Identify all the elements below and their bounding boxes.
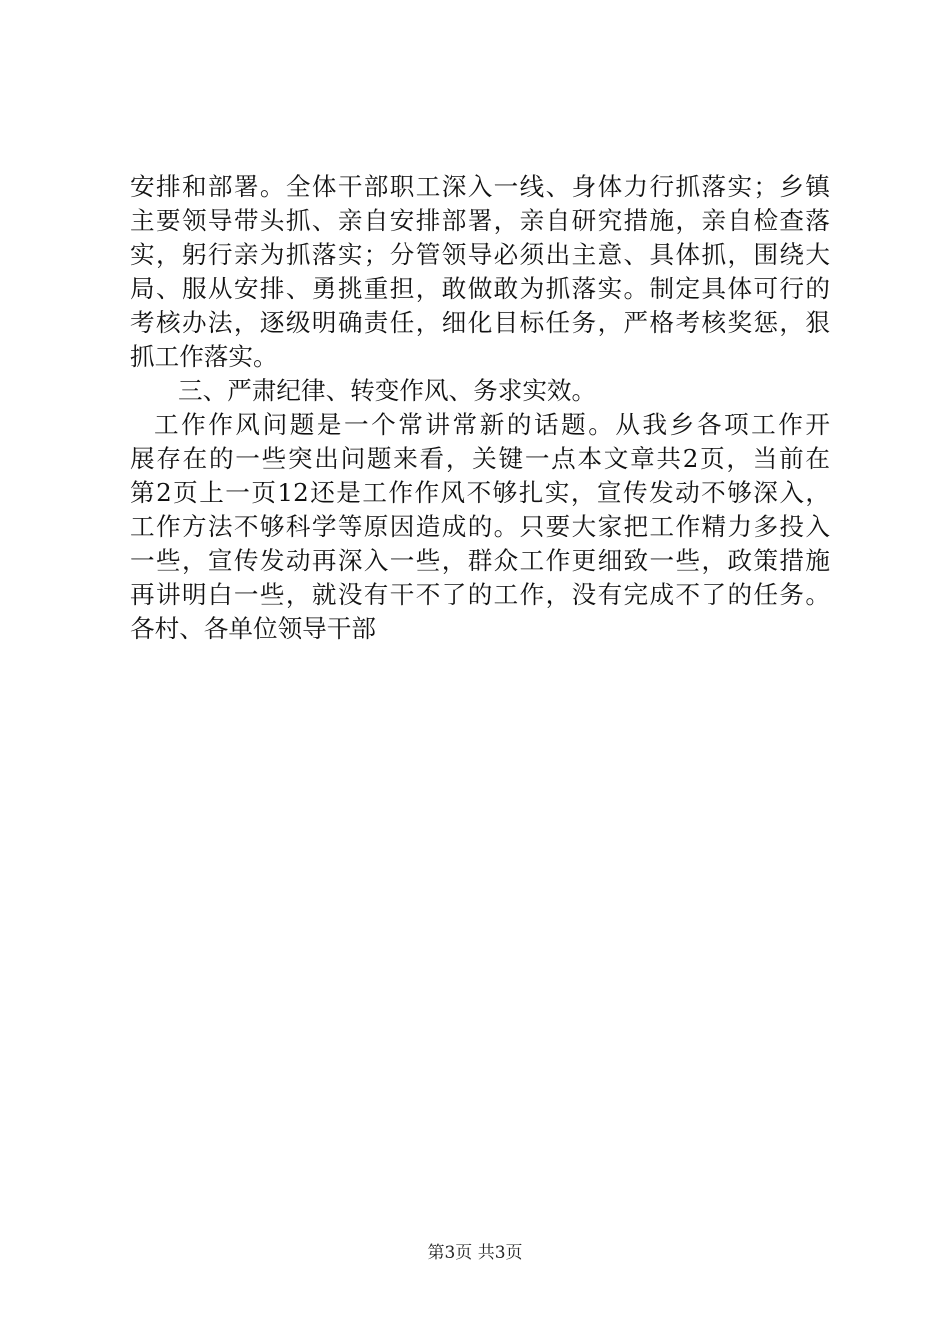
paragraph-line: 展存在的一些突出问题来看，关键一点本文章共2页，当前在 bbox=[130, 444, 830, 473]
paragraph-line: 工作作风问题是一个常讲常新的话题。从我乡各项工作开 bbox=[154, 410, 830, 439]
paragraph-line: 主要领导带头抓、亲自安排部署，亲自研究措施，亲自检查落 bbox=[130, 206, 830, 235]
page-footer: 第3页 共3页 bbox=[427, 1243, 523, 1263]
paragraph-line: 考核办法，逐级明确责任，细化目标任务，严格考核奖惩，狠 bbox=[130, 308, 830, 337]
paragraph-line: 实，躬行亲为抓落实；分管领导必须出主意、具体抓，围绕大 bbox=[130, 240, 830, 269]
paragraph-line: 各村、各单位领导干部 bbox=[130, 614, 376, 643]
document-body bbox=[130, 170, 830, 646]
paragraph-line: 再讲明白一些，就没有干不了的工作，没有完成不了的任务。 bbox=[130, 580, 830, 609]
section-heading: 三、严肃纪律、转变作风、务求实效。 bbox=[178, 376, 597, 405]
paragraph-line: 第2页上一页12还是工作作风不够扎实，宣传发动不够深入， bbox=[130, 478, 830, 507]
paragraph-line: 安排和部署。全体干部职工深入一线、身体力行抓落实；乡镇 bbox=[130, 172, 830, 201]
paragraph-line: 抓工作落实。 bbox=[130, 342, 278, 371]
paragraph-line: 工作方法不够科学等原因造成的。只要大家把工作精力多投入 bbox=[130, 512, 830, 541]
paragraph-line: 一些，宣传发动再深入一些，群众工作更细致一些，政策措施 bbox=[130, 546, 830, 575]
paragraph-line: 局、服从安排、勇挑重担，敢做敢为抓落实。制定具体可行的 bbox=[130, 274, 830, 303]
